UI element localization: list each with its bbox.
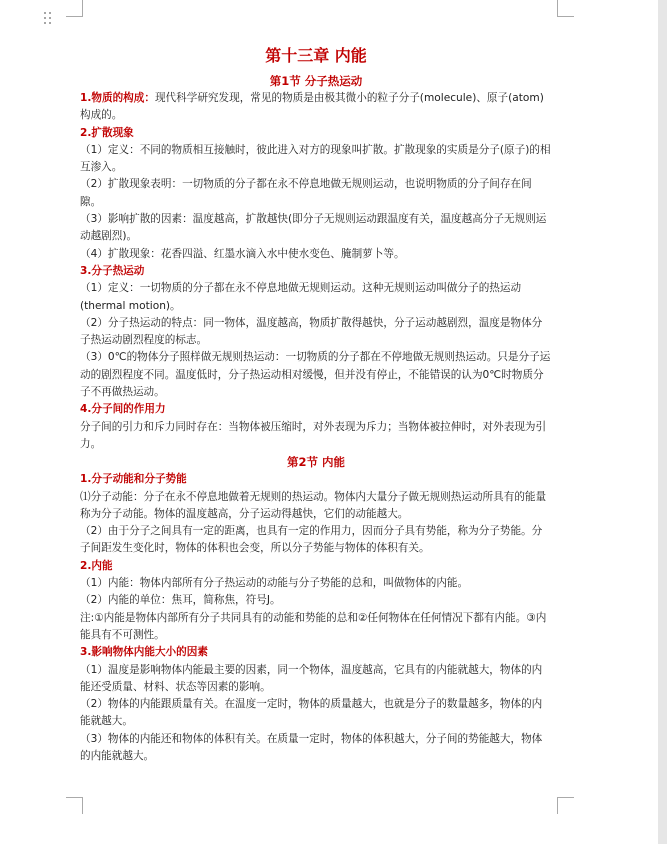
paragraph: （3）影响扩散的因素：温度越高，扩散越快(即分子无规则运动跟温度有关，温度越高分子无规则运动越剧烈)。 xyxy=(80,213,547,243)
crop-mark-top-left xyxy=(66,0,83,17)
paragraph: （1）温度是影响物体内能最主要的因素，同一个物体，温度越高，它具有的内能就越大，物体的内能还受质量、材料、状态等因素的影响。 xyxy=(80,663,543,693)
paragraph: （2）由于分子之间具有一定的距离，也具有一定的作用力，因而分子具有势能，称为分子势能。分子间距发生变化时，物体的体积也会变，所以分子势能与物体的体积有关。 xyxy=(80,525,543,555)
paragraph: ⑴分子动能：分子在永不停息地做着无规则的热运动。物体内大量分子做无规则热运动所具有的能量称为分子动能。物体的温度越高，分子运动得越快，它们的动能越大。 xyxy=(80,490,547,520)
drag-handle-icon[interactable] xyxy=(44,12,54,28)
paragraph: （2）扩散现象表明：一切物质的分子都在永不停息地做无规则运动，也说明物质的分子间存在间隙。 xyxy=(80,178,532,208)
paragraph: （4）扩散现象：花香四溢、红墨水滴入水中使水变色、腌制萝卜等。 xyxy=(80,247,405,260)
paragraph: 注:①内能是物体内部所有分子共同具有的动能和势能的总和②任何物体在任何情况下都有内能。③内能具有不可测性。 xyxy=(80,611,547,641)
paragraph-text: 现代科学研究发现，常见的物质是由极其微小的粒子分子(molecule)、原子(atom)构成的。 xyxy=(80,92,544,122)
paragraph: （1）定义：不同的物质相互接触时，彼此进入对方的现象叫扩散。扩散现象的实质是分子(原子)的相互渗入。 xyxy=(80,143,551,174)
heading: 3.影响物体内能大小的因素 xyxy=(80,646,208,659)
chapter-title: 第十三章 内能 xyxy=(265,46,367,65)
paragraph: （2）内能的单位：焦耳，简称焦，符号J。 xyxy=(80,594,281,607)
crop-mark-bottom-left xyxy=(66,797,83,814)
crop-mark-bottom-right xyxy=(557,797,574,814)
paragraph: （2）分子热运动的特点：同一物体，温度越高，物质扩散得越快，分子运动越剧烈，温度是物体分子热运动剧烈程度的标志。 xyxy=(80,316,543,347)
heading: 1.分子动能和分子势能 xyxy=(80,473,187,486)
heading: 3.分子热运动 xyxy=(80,264,145,277)
paragraph: （2）物体的内能跟质量有关。在温度一定时，物体的质量越大，也就是分子的数量越多，物体的内能就越大。 xyxy=(80,698,543,728)
section-title: 第2节 内能 xyxy=(286,455,345,470)
paragraph: （1）定义：一切物质的分子都在永不停息地做无规则运动。这种无规则运动叫做分子的热运动(thermal motion)。 xyxy=(80,282,522,312)
paragraph: （3）物体的内能还和物体的体积有关。在质量一定时，物体的体积越大，分子间的势能越大，物体的内能就越大。 xyxy=(80,732,543,762)
paragraph xyxy=(80,90,552,125)
heading: 2.内能 xyxy=(80,559,113,572)
crop-mark-top-right xyxy=(557,0,574,17)
document-body[interactable] xyxy=(80,44,552,765)
paragraph: 分子间的引力和斥力同时存在：当物体被压缩时，对外表现为斥力；当物体被拉伸时，对外表现为引力。 xyxy=(80,420,547,450)
window-right-gutter xyxy=(658,0,667,844)
inline-heading: 1.物质的构成： xyxy=(80,92,155,104)
paragraph: （3）0℃的物体分子照样做无规则热运动：一切物质的分子都在不停地做无规则热运动。只是分子运动的剧烈程度不同。温度低时，分子热运动相对缓慢，但并没有停止，不能错误的认为0℃时物质分子不再做热运动。 xyxy=(80,351,551,399)
heading: 2.扩散现象 xyxy=(80,126,134,139)
paragraph: （1）内能：物体内部所有分子热运动的动能与分子势能的总和，叫做物体的内能。 xyxy=(80,577,469,590)
section-title: 第1节 分子热运动 xyxy=(269,74,363,88)
heading: 4.分子间的作用力 xyxy=(80,403,166,416)
